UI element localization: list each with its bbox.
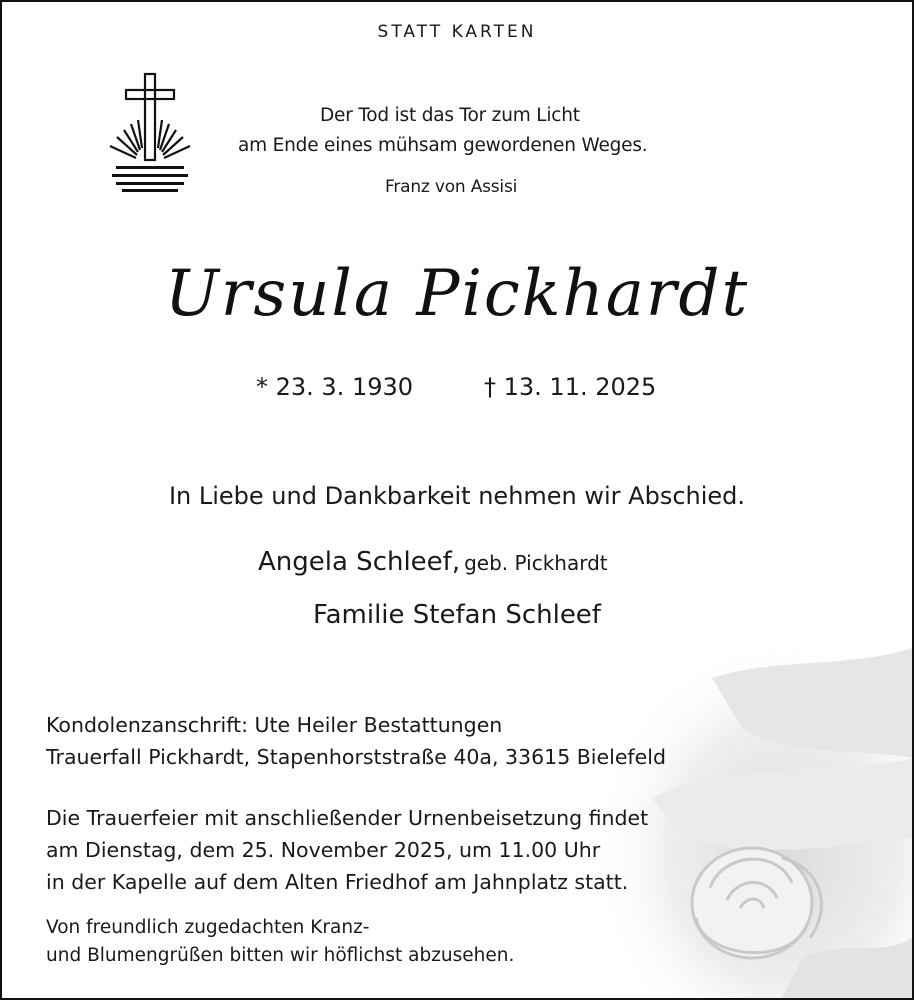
birth-date: * 23. 3. 1930 xyxy=(256,373,414,401)
death-date: † 13. 11. 2025 xyxy=(484,373,657,401)
signer-secondary: Familie Stefan Schleef xyxy=(313,600,601,630)
condolence-address xyxy=(46,709,666,773)
ceremony-line-1: Die Trauerfeier mit anschließender Urnenbeisetzung findet xyxy=(46,806,649,830)
ceremony-details xyxy=(46,802,648,898)
signer-primary xyxy=(258,547,608,577)
ceremony-line-2: am Dienstag, dem 25. November 2025, um 11.00 Uhr xyxy=(46,838,601,862)
flowers-line-2: und Blumengrüßen bitten wir höflichst abzusehen. xyxy=(46,945,515,966)
quote-line-1: Der Tod ist das Tor zum Licht xyxy=(320,105,580,126)
flowers-request xyxy=(46,914,514,970)
signer-primary-maiden-name: geb. Pickhardt xyxy=(464,551,608,575)
ceremony-line-3: in der Kapelle auf dem Alten Friedhof am Jahnplatz statt. xyxy=(46,870,629,894)
farewell-text: In Liebe und Dankbarkeit nehmen wir Abschied. xyxy=(168,482,746,510)
quote-author: Franz von Assisi xyxy=(385,177,518,197)
header-label: STATT KARTEN xyxy=(377,22,537,42)
flowers-line-1: Von freundlich zugedachten Kranz- xyxy=(46,917,370,938)
cross-sun-waves-icon xyxy=(102,70,198,194)
condolence-line-2: Trauerfall Pickhardt, Stapenhorststraße 40a, 33615 Bielefeld xyxy=(46,745,666,769)
deceased-name: Ursula Pickhardt xyxy=(164,257,750,331)
condolence-line-1: Kondolenzanschrift: Ute Heiler Bestattungen xyxy=(46,713,503,737)
quote-line-2: am Ende eines mühsam gewordenen Weges. xyxy=(238,135,648,156)
signer-primary-name: Angela Schleef, xyxy=(258,547,461,577)
